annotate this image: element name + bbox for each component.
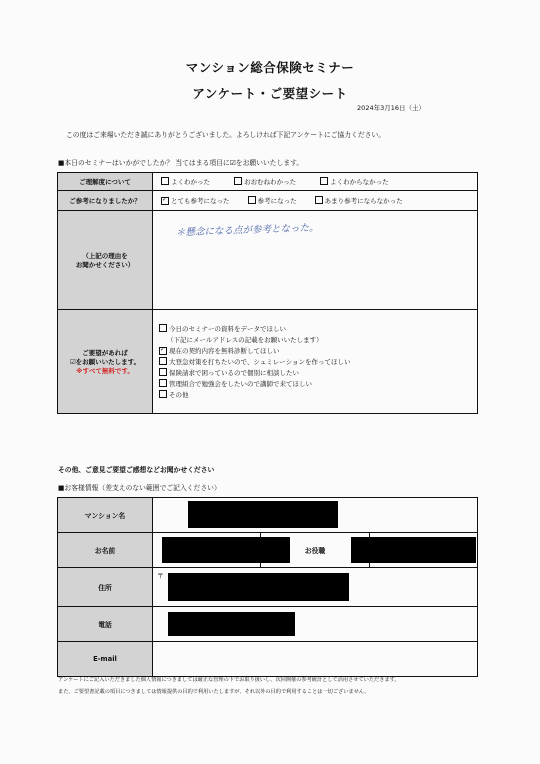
page-subtitle: アンケート・ご要望シート <box>192 86 348 101</box>
reference-option-1[interactable]: ✓ とても参考になった <box>161 196 230 205</box>
intro-text: この度はご来場いただき誠にありがとうございました。よろしければ下記アンケートにご協力ください。 <box>66 131 386 139</box>
checkbox-icon[interactable] <box>159 324 167 332</box>
request-options <box>153 310 478 414</box>
checkbox-icon[interactable] <box>159 379 167 387</box>
role-label: お役職 <box>261 533 369 568</box>
understanding-options <box>153 173 478 191</box>
redaction-block <box>188 501 338 528</box>
reference-label: ご参考になりましたか？ <box>58 191 153 211</box>
reason-label: （上記の理由を お聞かせください） <box>58 211 153 310</box>
request-option-4[interactable]: 保険請求で困っているので個別に相談したい <box>159 368 477 377</box>
checkbox-icon[interactable] <box>248 196 256 204</box>
understanding-option-3[interactable]: よくわからなかった <box>320 177 389 186</box>
request-option-1[interactable]: 今日のセミナーの資料をデータでほしい <box>159 324 477 333</box>
postal-mark: 〒 <box>157 572 164 580</box>
footer-note-1: アンケートにご記入いただきました個人情報につきましては厳正な管理の下でお取り扱いし、次回開催の参考統計として活用させていただきます。 <box>58 677 400 683</box>
handwritten-reason: ＊懸念になる点が参考となった。 <box>175 222 319 239</box>
checkbox-icon[interactable] <box>161 177 169 185</box>
understanding-label: ご理解度について <box>58 173 153 191</box>
checkbox-icon[interactable] <box>320 177 328 185</box>
request-option-note: （下記にメールアドレスの記載をお願いいたします） <box>167 336 323 344</box>
email-field[interactable] <box>153 642 478 677</box>
checkbox-icon[interactable] <box>159 390 167 398</box>
opinion-heading: その他、ご意見ご要望ご感想などお聞かせください <box>58 466 215 474</box>
checked-checkbox-icon[interactable] <box>159 347 167 355</box>
checkbox-icon[interactable] <box>315 196 323 204</box>
redaction-block <box>162 537 290 563</box>
request-option-5[interactable]: 管理組合で勉強会をしたいので講師で来てほしい <box>159 379 477 388</box>
phone-label: 電話 <box>58 607 153 642</box>
understanding-option-2[interactable]: おおむねわかった <box>234 177 296 186</box>
question-lead: ■本日のセミナーはいかがでしたか？ 当てはまる項目に☑をお願いいたします。 <box>58 159 304 167</box>
checkbox-icon[interactable] <box>159 368 167 376</box>
checkbox-icon[interactable] <box>234 177 242 185</box>
reference-option-3[interactable]: あまり参考にならなかった <box>315 196 403 205</box>
checkbox-icon[interactable] <box>159 357 167 365</box>
address-label: 住所 <box>58 568 153 607</box>
email-label: E-mail <box>58 642 153 677</box>
mansion-label: マンション名 <box>58 498 153 533</box>
request-label: ご要望があれば ☑をお願いいたします。 ※すべて無料です。 <box>58 310 153 414</box>
name-label: お名前 <box>58 533 153 568</box>
redaction-block <box>168 573 349 601</box>
reference-option-2[interactable]: 参考になった <box>248 196 297 205</box>
request-option-3[interactable]: 大登急対策を打ちたいので、シュミレーションを作ってほしい <box>159 357 477 366</box>
understanding-option-1[interactable]: よくわかった <box>161 177 210 186</box>
customer-lead: ■お客様情報（差支えのない範囲でご記入ください） <box>58 484 221 492</box>
page-title: マンション総合保険セミナー <box>185 60 355 75</box>
request-option-6[interactable]: その他 <box>159 390 477 399</box>
reference-options <box>153 191 478 211</box>
redaction-block <box>351 537 476 563</box>
redaction-block <box>168 612 295 636</box>
survey-table <box>57 172 478 414</box>
footer-note-2: また、ご要望書記載の項目につきましては情報提供の目的で利用いたしますが、それ以外の目的で利用することは一切ございません。 <box>58 689 370 695</box>
request-option-2[interactable]: ✓現在の契約内容を無料診断してほしい <box>159 346 477 355</box>
event-date: 2024年3月16日（土） <box>357 104 425 112</box>
free-note: ※すべて無料です。 <box>76 367 134 375</box>
checked-checkbox-icon[interactable] <box>161 197 169 205</box>
